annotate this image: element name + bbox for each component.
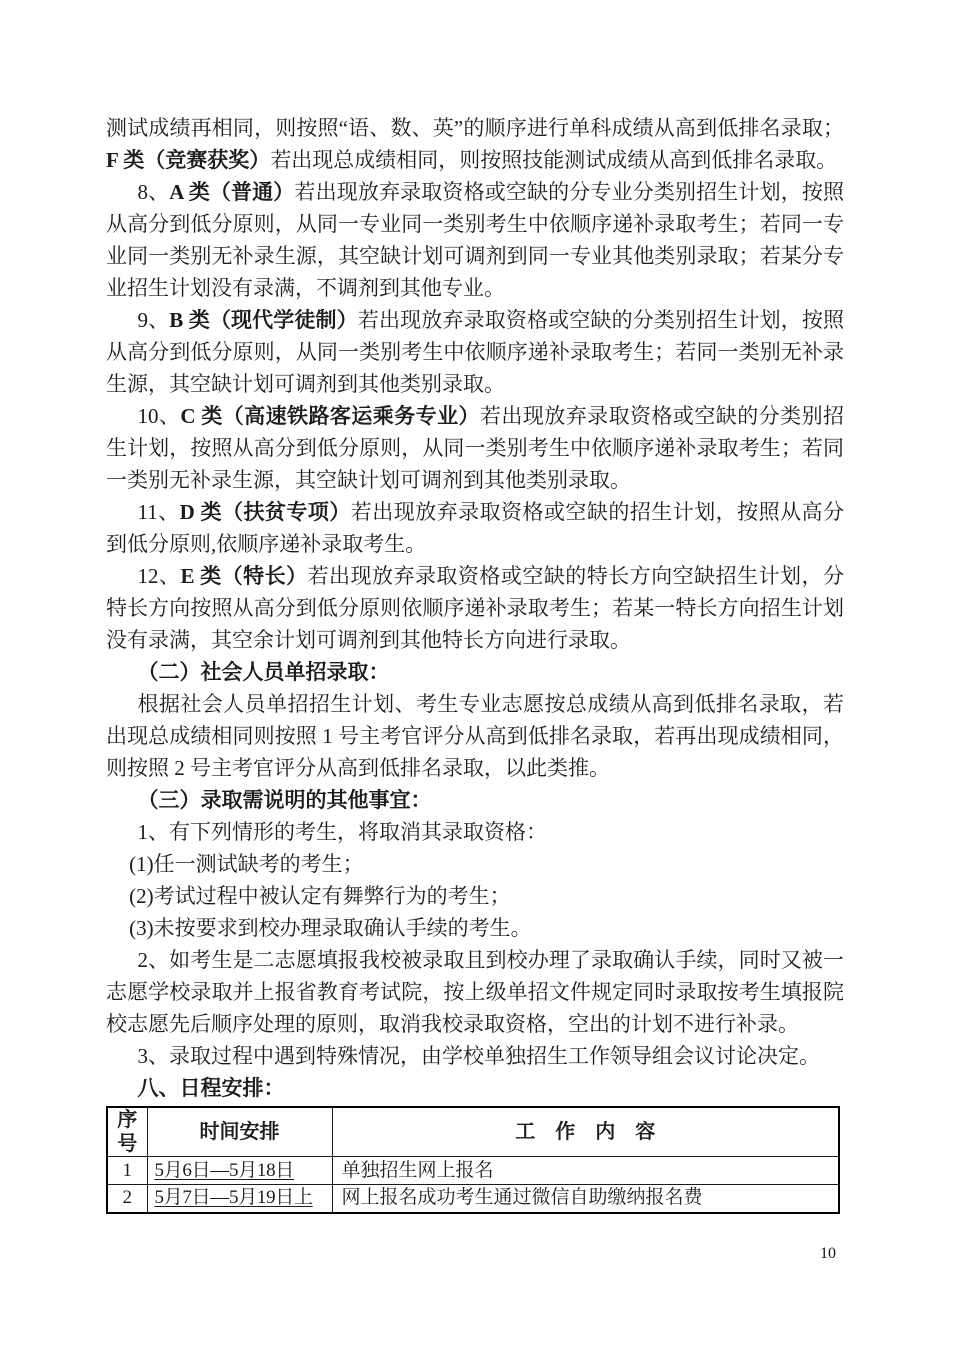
para-item-9 [106, 304, 844, 400]
text: 测试成绩再相同，则按照“语、数、英”的顺序进行单科成绩从高到低排名录取； [106, 116, 844, 140]
schedule-cell-time: 5月7日—5月19日上 [147, 1185, 332, 1213]
schedule-header-row [107, 1107, 839, 1157]
schedule-row [107, 1157, 839, 1185]
document-body [106, 112, 844, 1104]
para-other-1-3 [106, 912, 844, 944]
bold-text: （三）录取需说明的其他事宜： [137, 788, 432, 812]
para-social-admission [106, 688, 844, 784]
schedule-cell-time: 5月6日—5月18日 [147, 1157, 332, 1185]
text: 若出现放弃录取资格或空缺的分类别招生计划，按照从高分到低分原则，从同一类别考生中依顺序递补录取考生；若同一类别无补录生源，其空缺计划可调剂到其他类别录取。 [106, 404, 845, 492]
text: (1)任一测试缺考的考生； [129, 852, 364, 876]
header-cell-time: 时间安排 [147, 1107, 332, 1157]
schedule-cell-no: 1 [107, 1157, 147, 1185]
document-content [106, 112, 844, 1214]
text: 根据社会人员单招招生计划、考生专业志愿按总成绩从高到低排名录取，若出现总成绩相同则按照 1 号主考官评分从高到低排名录取，若再出现成绩相同，则按照 2 号主考官评分从高到低排名录取，以此类推。 [106, 692, 844, 780]
para-other-3 [106, 1040, 844, 1072]
para-other-1-2 [106, 880, 844, 912]
bold-text: 八、日程安排： [137, 1076, 285, 1100]
bold-text: F 类（竞赛获奖） [106, 148, 271, 172]
text: 2、如考生是二志愿填报我校被录取且到校办理了录取确认手续，同时又被一志愿学校录取并上报省教育考试院，按上级单招文件规定同时录取按考生填报院校志愿先后顺序处理的原则，取消我校录取资格，空出的计划不进行补录。 [106, 948, 844, 1036]
text: 11、 [137, 500, 180, 524]
text: 若出现放弃录取资格或空缺的分类别招生计划，按照从高分到低分原则，从同一类别考生中依顺序递补录取考生；若同一类别无补录生源，其空缺计划可调剂到其他类别录取。 [106, 308, 845, 396]
schedule-row [107, 1185, 839, 1213]
text: 若出现放弃录取资格或空缺的分专业分类别招生计划，按照从高分到低分原则，从同一专业同一类别考生中依顺序递补录取考生；若同一专业同一类别无补录生源，其空缺计划可调剂到同一专业其他类别录取；若某分专业招生计划没有录满，不调剂到其他专业。 [106, 180, 845, 300]
para-other-1 [106, 816, 844, 848]
para-item-11 [106, 496, 844, 560]
text: 若出现放弃录取资格或空缺的特长方向空缺招生计划，分特长方向按照从高分到低分原则依顺序递补录取考生；若某一特长方向招生计划没有录满，其空余计划可调剂到其他特长方向进行录取。 [106, 564, 845, 652]
para-continuation [106, 112, 844, 176]
bold-text: B 类（现代学徒制） [169, 308, 358, 332]
heading-schedule [106, 1072, 844, 1104]
para-item-12 [106, 560, 844, 656]
schedule-cell-no: 2 [107, 1185, 147, 1213]
text: 8、 [137, 180, 170, 204]
header-cell-no: 序号 [107, 1107, 147, 1157]
heading-section-2 [106, 656, 844, 688]
text: (3)未按要求到校办理录取确认手续的考生。 [129, 916, 532, 940]
page-number: 10 [820, 1245, 836, 1262]
schedule-table [106, 1106, 840, 1214]
text: 9、 [137, 308, 170, 332]
para-other-1-1 [106, 848, 844, 880]
schedule-cell-content: 单独招生网上报名 [332, 1157, 839, 1185]
bold-text: C 类（高速铁路客运乘务专业） [180, 404, 480, 428]
header-cell-content: 工 作 内 容 [332, 1107, 839, 1157]
para-other-2 [106, 944, 844, 1040]
bold-text: A 类（普通） [169, 180, 295, 204]
schedule-cell-content: 网上报名成功考生通过微信自助缴纳报名费 [332, 1185, 839, 1213]
text: (2)考试过程中被认定有舞弊行为的考生； [129, 884, 511, 908]
schedule-table-body [107, 1157, 839, 1213]
para-item-10 [106, 400, 844, 496]
text: 若出现放弃录取资格或空缺的招生计划，按照从高分到低分原则,依顺序递补录取考生。 [106, 500, 844, 556]
schedule-table-header [107, 1107, 839, 1157]
heading-section-3 [106, 784, 844, 816]
para-item-8 [106, 176, 844, 304]
text: 12、 [137, 564, 181, 588]
text: 若出现总成绩相同，则按照技能测试成绩从高到低排名录取。 [270, 148, 838, 172]
text: 3、录取过程中遇到特殊情况，由学校单独招生工作领导组会议讨论决定。 [137, 1044, 820, 1068]
bold-text: （二）社会人员单招录取： [137, 660, 390, 684]
text: 1、有下列情形的考生，将取消其录取资格： [137, 820, 547, 844]
bold-text: E 类（特长） [180, 564, 308, 588]
bold-text: D 类（扶贫专项） [179, 500, 351, 524]
text: 10、 [137, 404, 181, 428]
